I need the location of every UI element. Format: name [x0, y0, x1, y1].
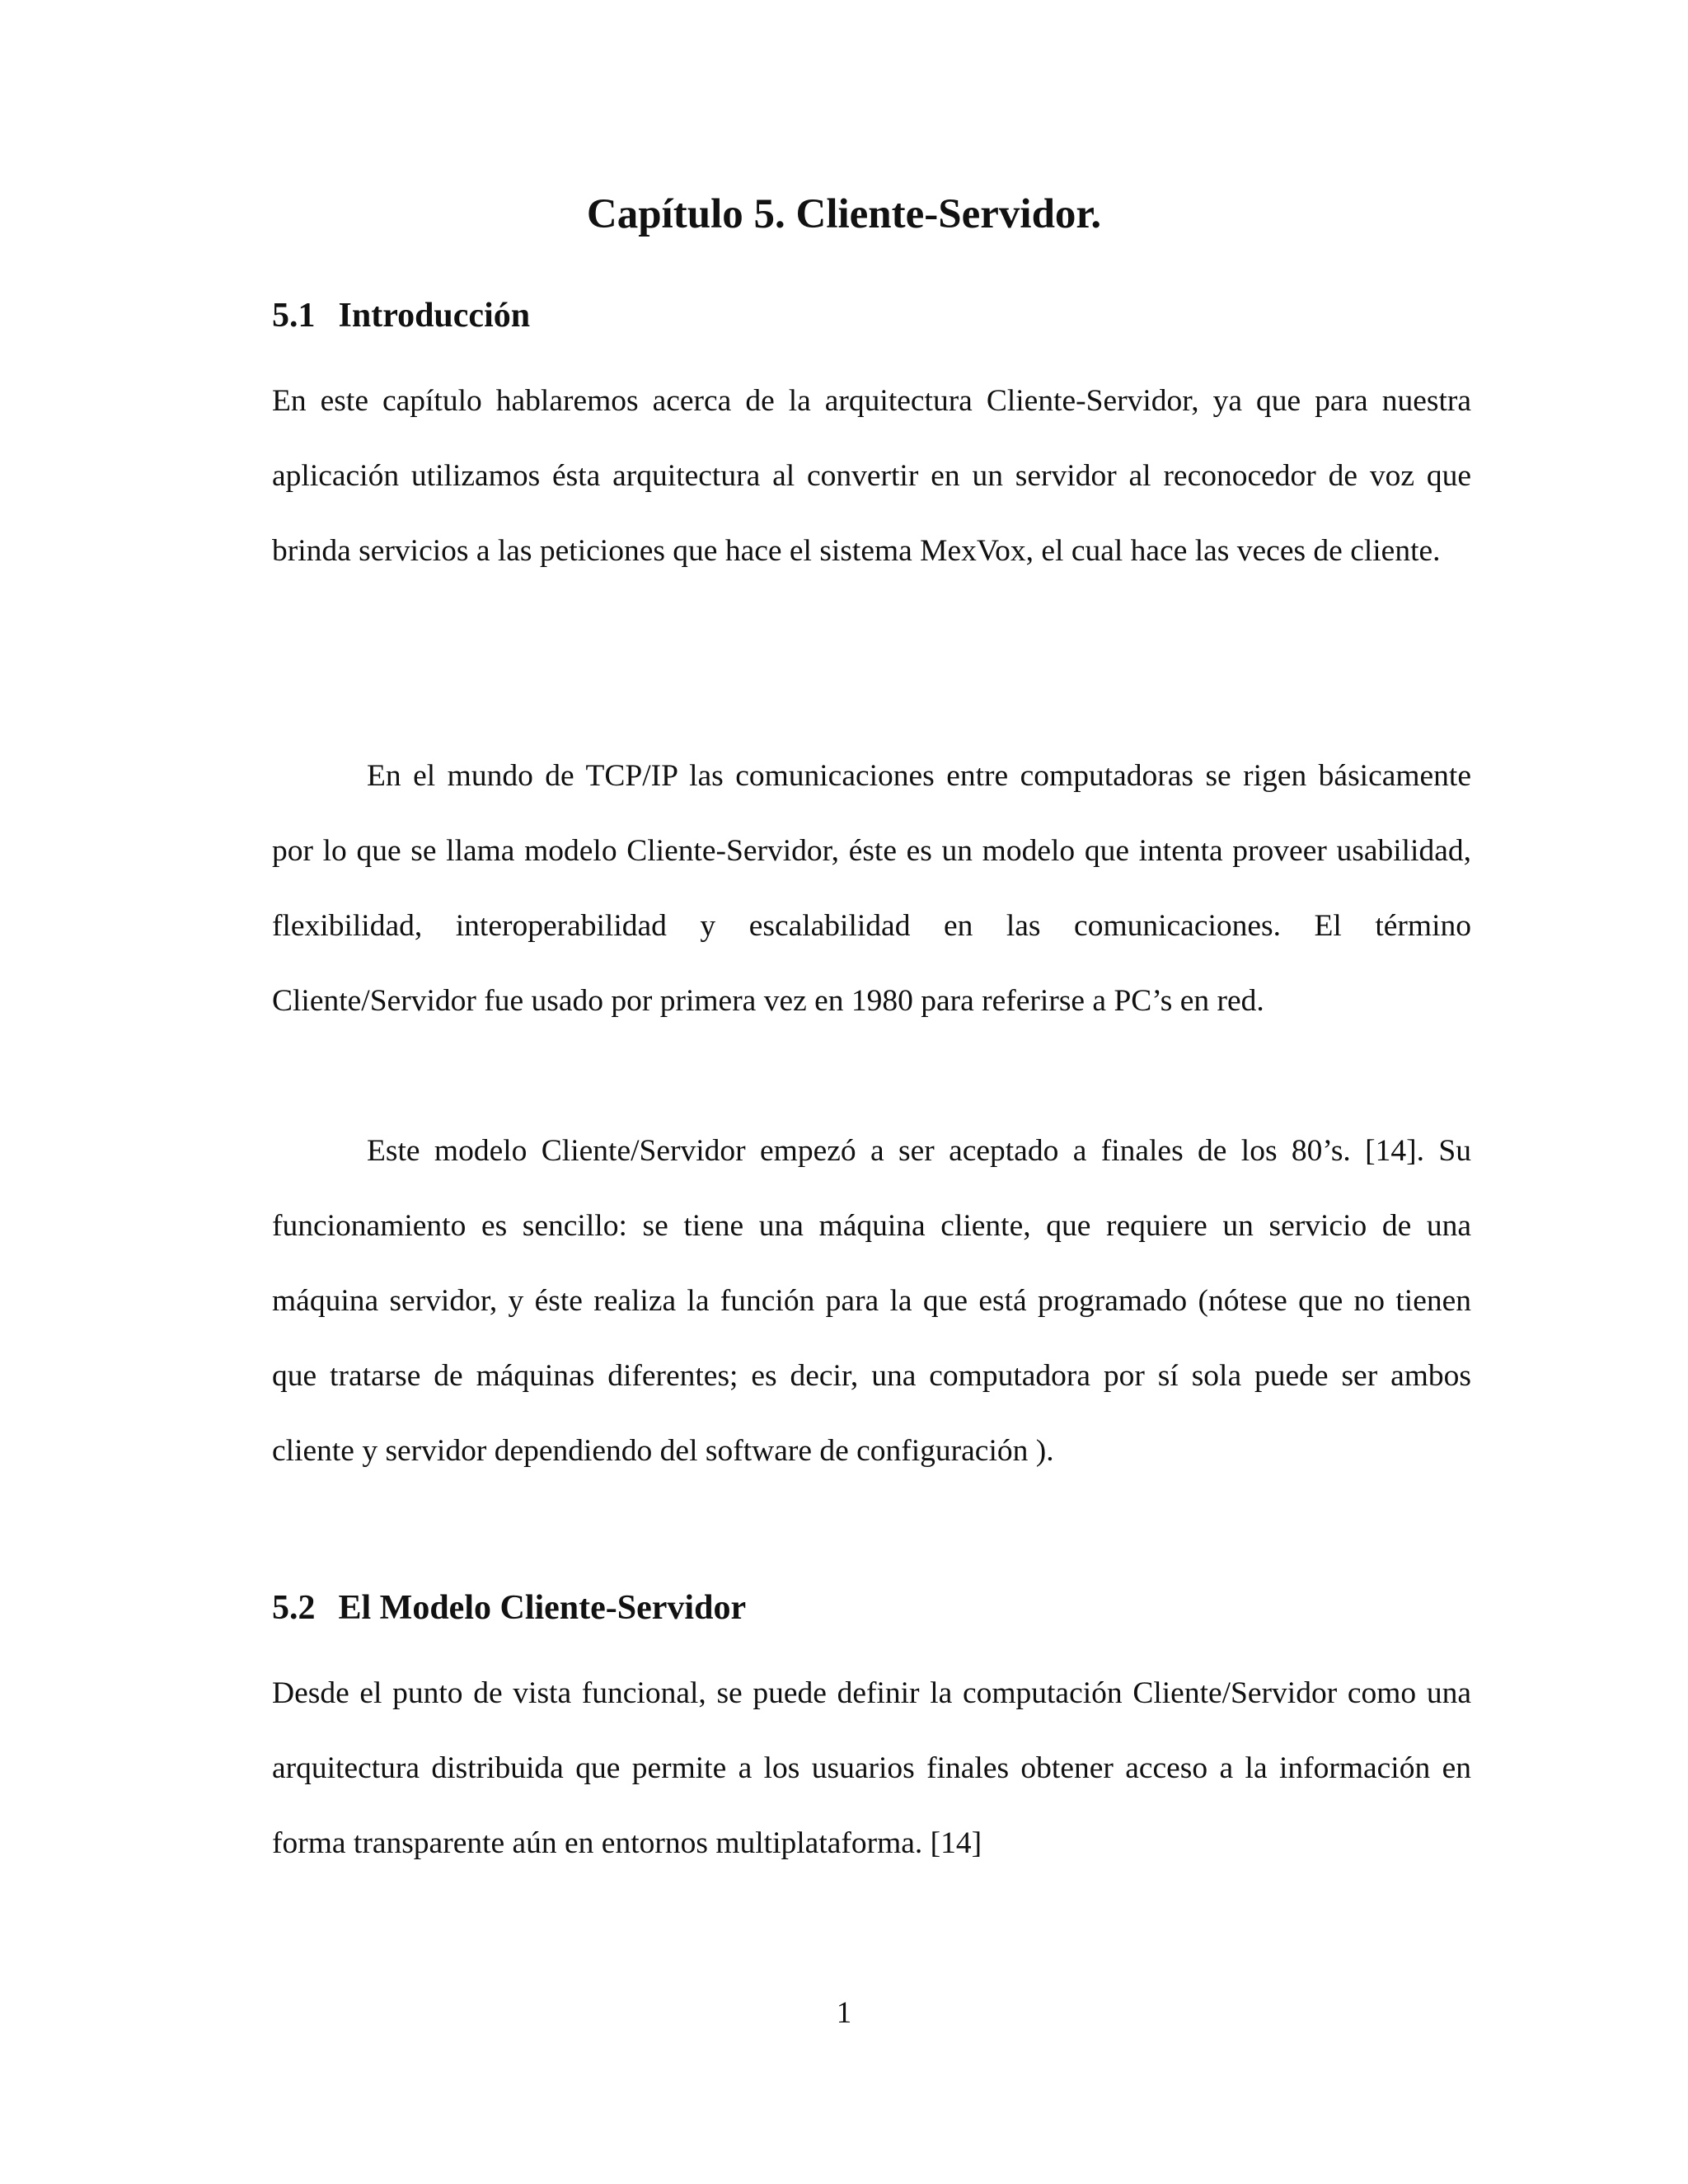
intro-paragraph-1: En este capítulo hablaremos acerca de la arquitectura Cliente-Servidor, ya que para nuestra aplicación utilizamos ésta arquitectura al convertir en un servidor al reconocedor de voz que brinda servicios a las peticiones que hace el sistema MexVox, el cual hace las veces de cliente. [272, 384, 1471, 568]
section-number: 5.2 [272, 1589, 316, 1627]
section-heading-5-1 [272, 295, 530, 336]
section-title: El Modelo Cliente-Servidor [338, 1589, 747, 1627]
chapter-title: Capítulo 5. Cliente-Servidor. [586, 191, 1102, 237]
intro-paragraph-2: En el mundo de TCP/IP las comunicaciones entre computadoras se rigen básicamente por lo que se llama modelo Cliente-Servidor, éste es un modelo que intenta proveer usabilidad, flexibilidad, interoperabilidad y escalabilidad en las comunicaciones. El término Cliente/Servidor fue usado por primera vez en 1980 para referirse a PC’s en red. [272, 759, 1471, 1018]
model-paragraph-1: Desde el punto de vista funcional, se puede definir la computación Cliente/Servidor como una arquitectura distribuida que permite a los usuarios finales obtener acceso a la información en forma transparente aún en entornos multiplataforma. [14] [272, 1676, 1471, 1860]
page-number: 1 [836, 1996, 852, 2030]
section-number: 5.1 [272, 297, 316, 335]
section-title: Introducción [338, 297, 531, 335]
intro-paragraph-3: Este modelo Cliente/Servidor empezó a ser aceptado a finales de los 80’s. [14]. Su funcionamiento es sencillo: se tiene una máquina cliente, que requiere un servicio de una máquina servidor, y éste realiza la función para la que está programado (nótese que no tienen que tratarse de máquinas diferentes; es decir, una computadora por sí sola puede ser ambos cliente y servidor dependiendo del software de configuración ). [272, 1134, 1471, 1468]
section-heading-5-2 [272, 1587, 746, 1629]
